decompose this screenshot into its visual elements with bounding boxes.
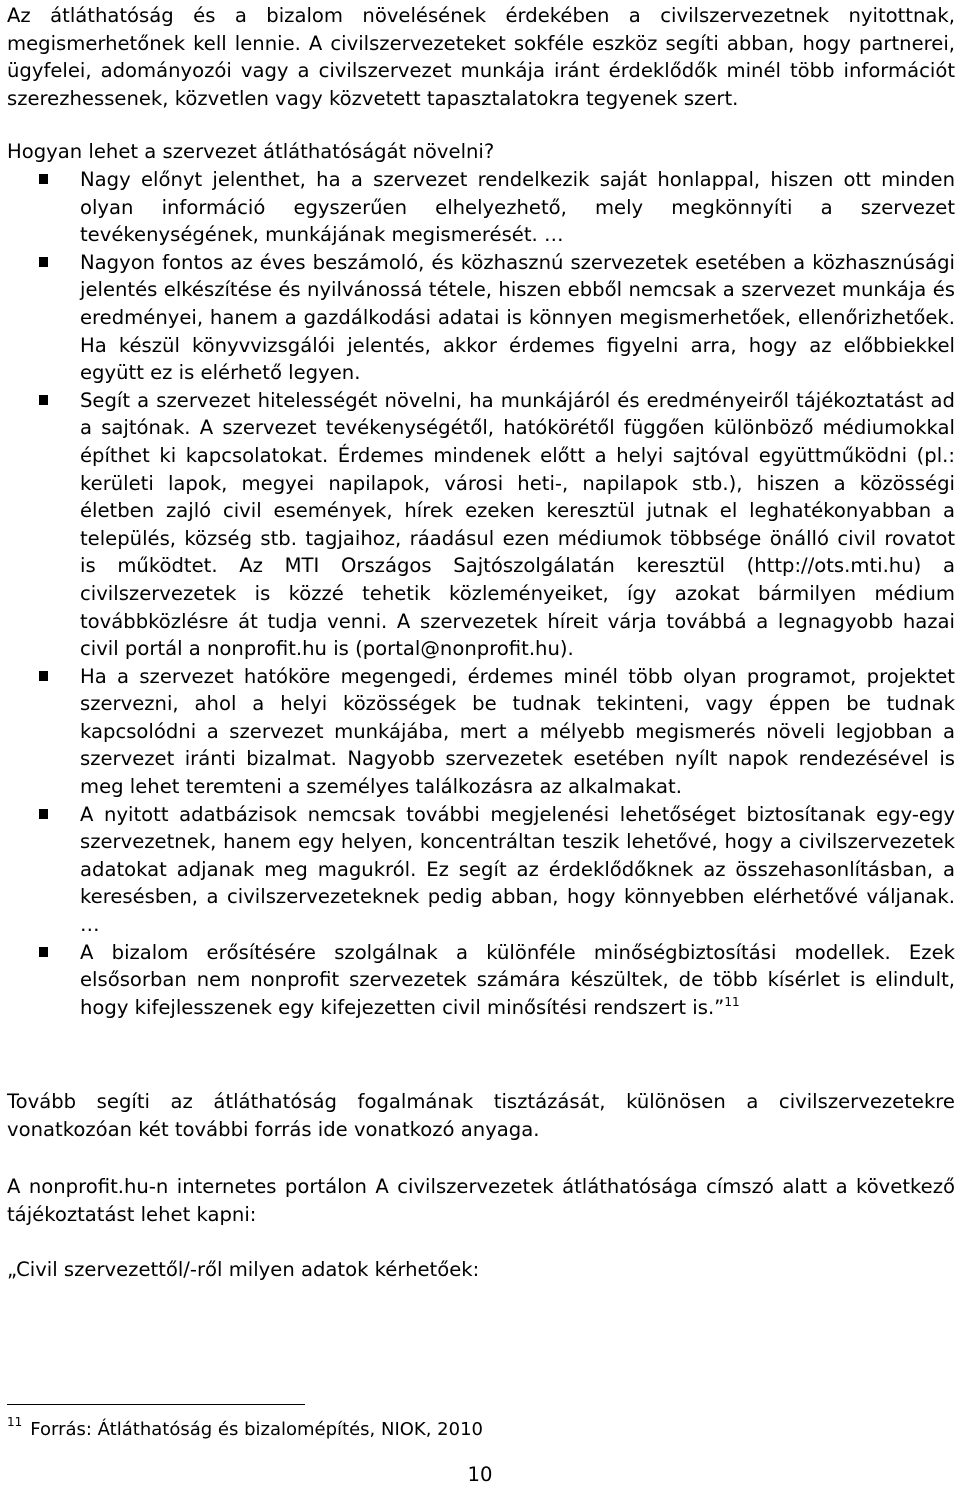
bullet-text: Nagyon fontos az éves beszámoló, és közhasznú szervezetek esetében a közhasznúsági jelentés elkészítése és nyilvánossá tétele, hiszen ebből nemcsak a szervezet munkája és eredményei, hanem a gazdálkodási adatai is könnyen megismerhetőek, ellenőrizhetőek. Ha készül könyvvizsgálói jelentés, akkor érdemes figyelni arra, hogy az előbbiekkel együtt ez is elérhető legyen.: [80, 250, 955, 385]
square-bullet-icon: [39, 257, 48, 267]
footnote: [7, 1417, 955, 1443]
square-bullet-icon: [39, 671, 48, 681]
bullet-text: Segít a szervezet hitelességét növelni, ha munkájáról és eredményeiről tájékoztatást ad a sajtónak. A szervezet tevékenységétől, hatókörétől függően különböző médiumokkal építhet ki kapcsolatokat. Érdemes mindenek előtt a helyi sajtóval együttműködni (pl.: kerületi lapok, megyei napilapok, városi heti-, napilapok stb.), hiszen a közösségi életben zajló civil események, hírek ezeken keresztül jutnak el leghatékonyabban a település, község stb. tagjaihoz, ráadásul ezen médiumok többsége önálló civil rovatot is működtet. Az MTI Országos Sajtószolgálatán keresztül (http://ots.mti.hu) a civilszervezetek is közzé tehetik közleményeiket, így azokat bármilyen médium továbbközlésre át tudja venni. A szervezetek híreit várja továbbá a legnagyobb hazai civil portál a nonprofit.hu is (portal@nonprofit.hu).: [80, 388, 955, 661]
square-bullet-icon: [39, 947, 48, 957]
footnote-reference: 11: [724, 994, 740, 1009]
square-bullet-icon: [39, 809, 48, 819]
list-item: [7, 387, 955, 663]
list-item: [7, 939, 955, 1022]
list-item: [7, 663, 955, 801]
bullet-text: A bizalom erősítésére szolgálnak a különféle minőségbiztosítási modellek. Ezek elsősorban nem nonprofit szervezetek számára készültek, de több kísérlet is elindult, hogy kifejlesszenek egy kifejezetten civil minősítési rendszert is.”: [80, 940, 955, 1019]
portal-paragraph: A nonprofit.hu-n internetes portálon A civilszervezetek átláthatósága címszó alatt a következő tájékoztatást lehet kapni:: [7, 1175, 955, 1226]
footnote-divider: [7, 1404, 305, 1405]
question-heading: Hogyan lehet a szervezet átláthatóságát növelni?: [7, 140, 495, 163]
quote-heading: „Civil szervezettől/-ről milyen adatok kérhetőek:: [7, 1258, 480, 1281]
bullet-text: Ha a szervezet hatóköre megengedi, érdemes minél több olyan programot, projektet szervezni, ahol a helyi közösségek be tudnak tekinteni, vagy éppen be tudnak kapcsolódni a szervezet munkájába, mert a mélyebb megismerés növeli legjobban a szervezet iránti bizalmat. Nagyobb szervezetek esetében nyílt napok rendezésével is meg lehet teremteni a személyes találkozásra az alkalmakat.: [80, 664, 955, 799]
bullet-list: [7, 166, 955, 1021]
intro-paragraph: Az átláthatóság és a bizalom növelésének érdekében a civilszervezetnek nyitottnak, megismerhetőnek kell lennie. A civilszervezeteket sokféle eszköz segíti abban, hogy partnerei, ügyfelei, adományozói vagy a civilszervezet munkája iránt érdeklődők minél több információt szerezhessenek, közvetlen vagy közvetett tapasztalatokra tegyenek szert.: [7, 4, 955, 110]
footnote-number: 11: [7, 1415, 23, 1429]
square-bullet-icon: [39, 174, 48, 184]
footnote-text: Forrás: Átláthatóság és bizalomépítés, NIOK, 2010: [30, 1419, 483, 1440]
page-number: 10: [467, 1463, 493, 1486]
bullet-text: Nagy előnyt jelenthet, ha a szervezet rendelkezik saját honlappal, hiszen ott minden olyan információ egyszerűen elhelyezhető, mely megkönnyíti a szervezet tevékenységének, munkájának megismerését. …: [80, 168, 955, 247]
square-bullet-icon: [39, 395, 48, 405]
list-item: [7, 801, 955, 939]
bullet-text: A nyitott adatbázisok nemcsak további megjelenési lehetőséget biztosítanak egy-egy szervezetnek, hanem egy helyen, koncentráltan teszik lehetővé, hogy a civilszervezetek adatokat adjanak meg magukról. Ez segít az érdeklődőknek az összehasonlításban, a keresésben, a civilszervezeteknek pedig abban, hogy könnyebben elérhetővé váljanak. …: [80, 802, 955, 937]
sources-paragraph: Tovább segíti az átláthatóság fogalmának tisztázását, különösen a civilszervezetekre vonatkozóan két további forrás ide vonatkozó anyaga.: [7, 1090, 955, 1141]
list-item: [7, 166, 955, 249]
list-item: [7, 249, 955, 387]
